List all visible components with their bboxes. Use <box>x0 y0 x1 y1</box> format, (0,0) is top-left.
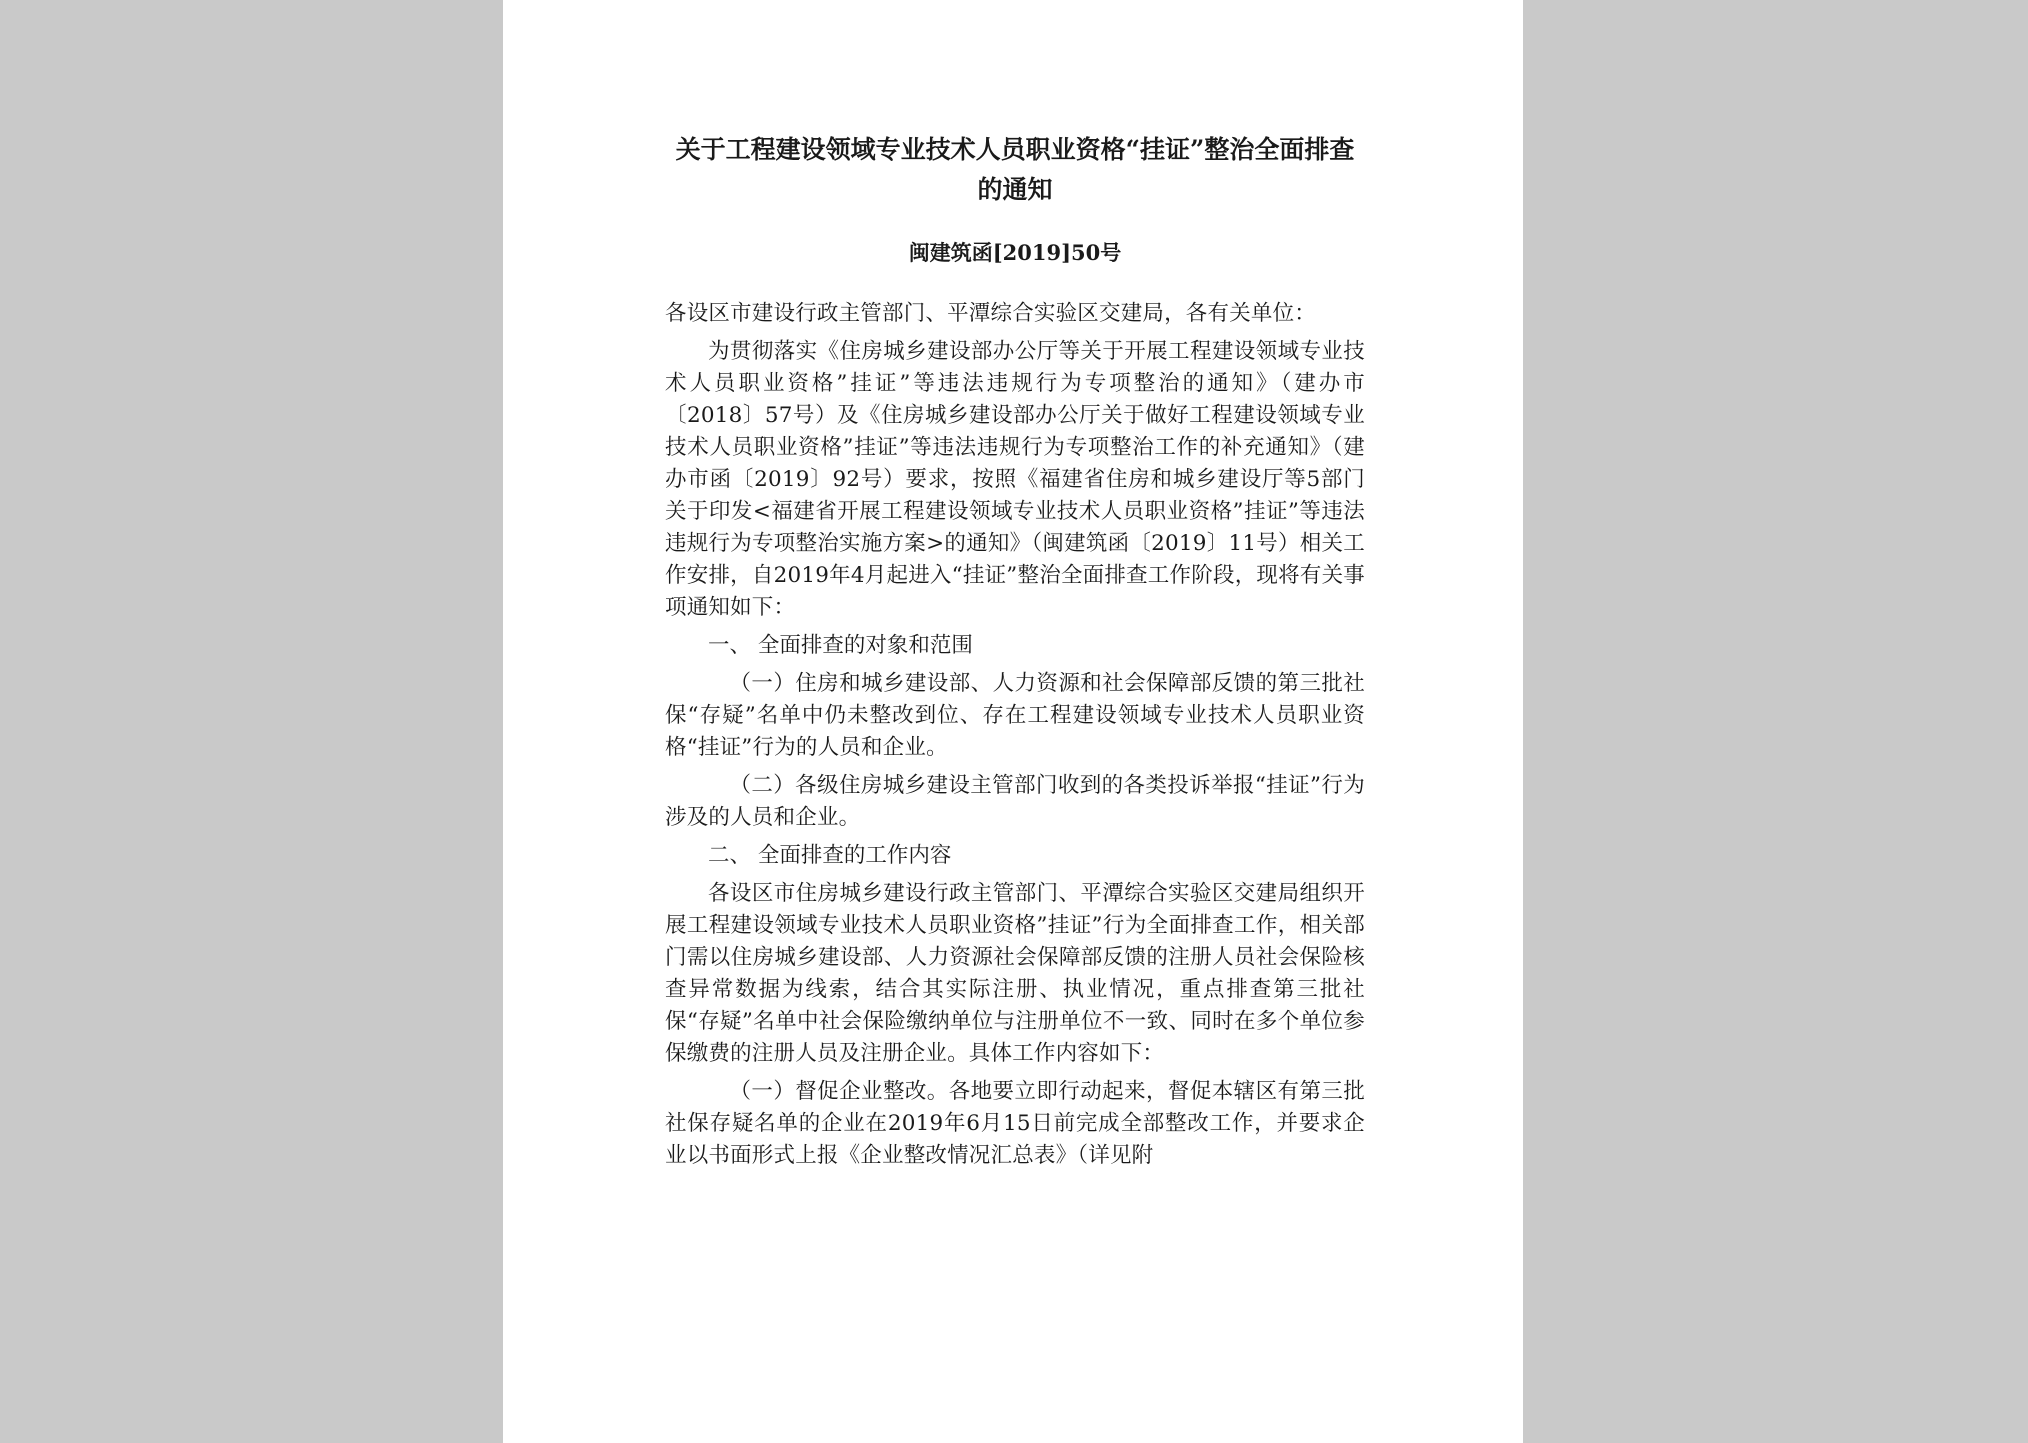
document-number: 闽建筑函[2019]50号 <box>908 240 1122 265</box>
section-2-item-1: （一）督促企业整改。各地要立即行动起来，督促本辖区有第三批社保存疑名单的企业在2019年6月15日前完成全部整改工作，并要求企业以书面形式上报《企业整改情况汇总表》（详见附 <box>665 1079 1365 1168</box>
section-2-heading: 二、 全面排查的工作内容 <box>708 843 952 868</box>
document-title: 关于工程建设领域专业技术人员职业资格“挂证”整治全面排查的通知 <box>675 135 1355 204</box>
section-1-heading: 一、 全面排查的对象和范围 <box>708 633 973 658</box>
section-2-body: 各设区市住房城乡建设行政主管部门、平潭综合实验区交建局组织开展工程建设领域专业技术人员职业资格”挂证”行为全面排查工作，相关部门需以住房城乡建设部、人力资源社会保障部反馈的注册人员社会保险核查异常数据为线索，结合其实际注册、执业情况，重点排查第三批社保“存疑”名单中社会保险缴纳单位与注册单位不一致、同时在多个单位参保缴费的注册人员及注册企业。具体工作内容如下： <box>665 881 1365 1066</box>
document-page <box>503 0 1523 1443</box>
section-1-item-1: （一）住房和城乡建设部、人力资源和社会保障部反馈的第三批社保“存疑”名单中仍未整改到位、存在工程建设领域专业技术人员职业资格“挂证”行为的人员和企业。 <box>665 671 1365 760</box>
section-1-item-2: （二）各级住房城乡建设主管部门收到的各类投诉举报“挂证”行为涉及的人员和企业。 <box>665 773 1365 830</box>
document-content <box>665 130 1365 1178</box>
intro-paragraph: 为贯彻落实《住房城乡建设部办公厅等关于开展工程建设领域专业技术人员职业资格”挂证”等违法违规行为专项整治的通知》（建办市〔2018〕57号）及《住房城乡建设部办公厅关于做好工程建设领域专业技术人员职业资格”挂证”等违法违规行为专项整治工作的补充通知》（建办市函〔2019〕92号）要求，按照《福建省住房和城乡建设厅等5部门关于印发<福建省开展工程建设领域专业技术人员职业资格”挂证”等违法违规行为专项整治实施方案>的通知》（闽建筑函〔2019〕11号）相关工作安排，自2019年4月起进入“挂证”整治全面排查工作阶段，现将有关事项通知如下： <box>665 339 1365 620</box>
addressee: 各设区市建设行政主管部门、平潭综合实验区交建局，各有关单位： <box>665 301 1317 326</box>
